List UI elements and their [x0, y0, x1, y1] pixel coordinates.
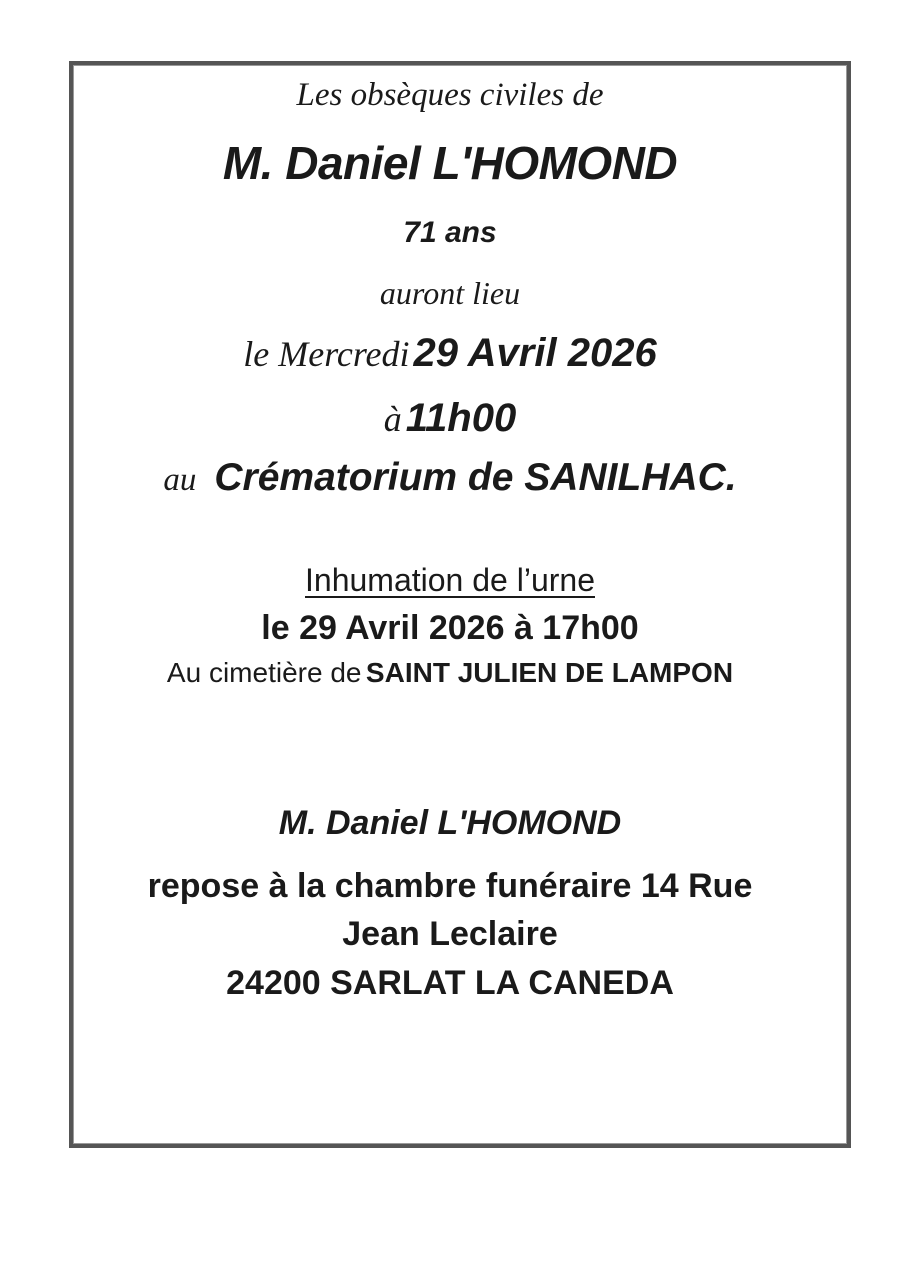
ceremony-time: 11h00 — [405, 396, 517, 440]
date-prefix: le Mercredi — [243, 334, 410, 374]
rest-line-3: 24200 SARLAT LA CANEDA — [226, 964, 674, 1002]
ceremony-time-line — [0, 398, 900, 438]
burial-datetime: le 29 Avril 2026 à 17h00 — [261, 609, 639, 647]
place-prefix: au — [163, 462, 197, 498]
ceremony-date-line — [0, 333, 900, 373]
ceremony-date: 29 Avril 2026 — [413, 331, 657, 375]
burial-place-prefix: Au cimetière de — [166, 657, 362, 688]
intro-text: Les obsèques civiles de — [296, 77, 604, 113]
deceased-name: M. Daniel L'HOMOND — [222, 137, 678, 189]
rest-name: M. Daniel L'HOMOND — [278, 804, 622, 842]
rest-line-1: repose à la chambre funéraire 14 Rue — [147, 867, 753, 905]
ceremony-place-line — [0, 458, 900, 497]
burial-heading: Inhumation de l’urne — [305, 562, 595, 598]
age-text: 71 ans — [403, 216, 497, 249]
ceremony-place: Crématorium de SANILHAC. — [214, 456, 737, 499]
verb-text: auront lieu — [379, 275, 521, 311]
rest-line-2: Jean Leclaire — [342, 915, 558, 953]
time-prefix: à — [383, 399, 402, 439]
burial-place-line — [0, 659, 900, 687]
burial-place: SAINT JULIEN DE LAMPON — [365, 657, 734, 688]
